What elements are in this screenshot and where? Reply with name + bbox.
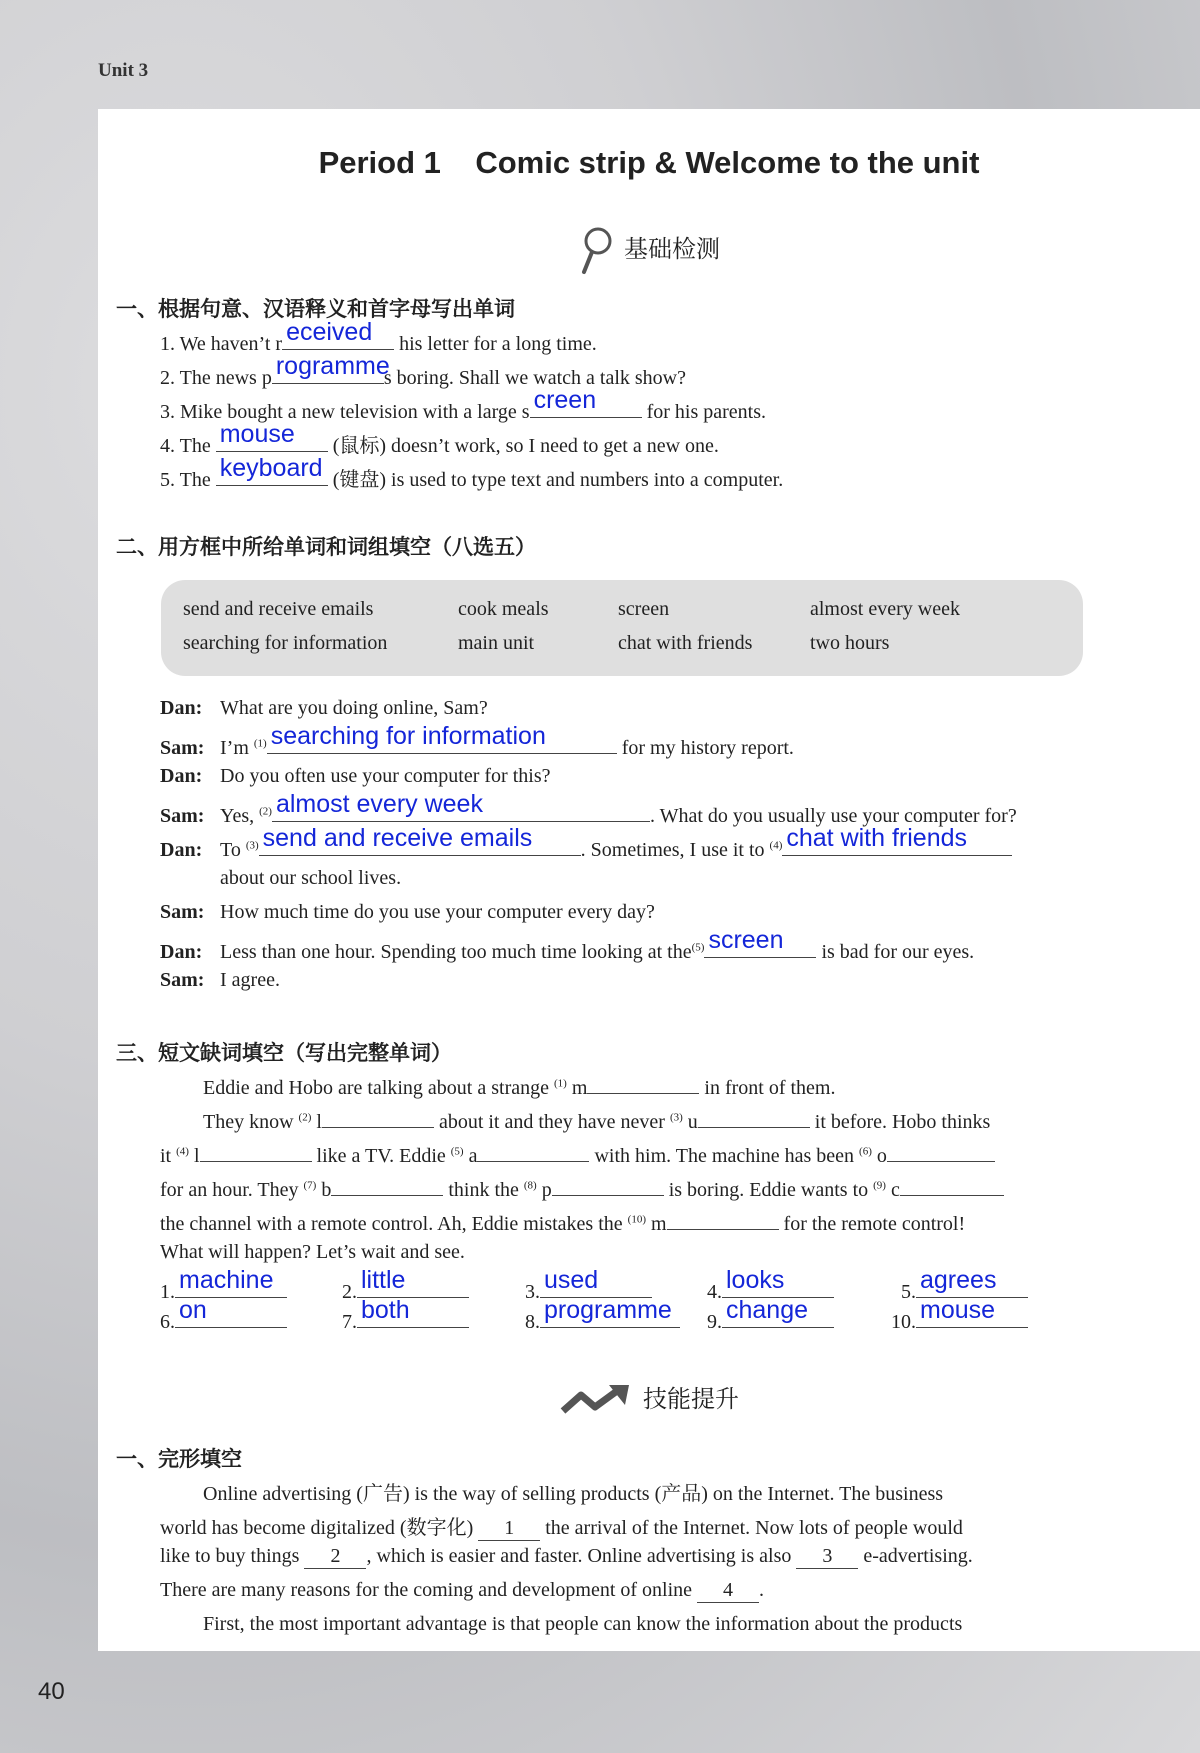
answer-blank[interactable]: change <box>722 1305 834 1328</box>
answer-blank[interactable]: searching for information <box>267 731 617 754</box>
section-skills-title: 技能提升 <box>643 1385 739 1413</box>
word-option: two hours <box>810 632 890 654</box>
answer-item: 2. little <box>342 1275 469 1304</box>
answer-item: 3. used <box>525 1275 652 1304</box>
answer-blank[interactable] <box>667 1207 779 1230</box>
answer-blank[interactable] <box>587 1071 699 1094</box>
answer-item: 1. machine <box>160 1275 287 1304</box>
dialogue-line: Dan: What are you doing online, Sam? <box>160 697 488 719</box>
answer-item: 7. both <box>342 1305 469 1334</box>
word-option: main unit <box>458 632 535 654</box>
answer-blank[interactable]: both <box>357 1305 469 1328</box>
passage-line: Eddie and Hobo are talking about a strange $^{(1)}$ m in front of them. <box>203 1071 835 1100</box>
cloze-line: First, the most important advantage is that people can know the information about the products <box>203 1613 963 1635</box>
answer-item: 10. mouse <box>891 1305 1028 1334</box>
answer-blank[interactable]: chat with friends <box>782 833 1012 856</box>
answer-blank[interactable]: mouse <box>916 1305 1028 1328</box>
page-title: Period 1 Comic strip & Welcome to the unit <box>318 145 980 180</box>
trend-arrow-icon <box>559 1383 633 1417</box>
section-basic-test-heading <box>98 225 1200 275</box>
worksheet-page <box>98 109 1200 1651</box>
cloze-blank[interactable]: 3 <box>796 1545 858 1569</box>
word-option: screen <box>618 598 670 620</box>
passage-line: for an hour. They $^{(7)}$ b think the $^{(8)}$ p is boring. Eddie wants to $^{(9)}$ c <box>160 1173 1004 1202</box>
answer-blank[interactable]: programme <box>540 1305 680 1328</box>
dialogue-line: Sam: I’m $^{(1)}$ searching for information for my history report. <box>160 722 794 759</box>
answer-blank[interactable]: rogramme <box>272 361 384 384</box>
vocab-item-5: 5. The keyboard (键盘) is used to type text and numbers into a computer. <box>160 454 784 491</box>
answer-blank[interactable]: machine <box>175 1275 287 1298</box>
answer-blank[interactable] <box>698 1105 810 1128</box>
answer-blank[interactable]: mouse <box>216 429 328 452</box>
answer-item: 8. programme <box>525 1305 680 1334</box>
passage-line: They know $^{(2)}$ l about it and they have never $^{(3)}$ u it before. Hobo thinks <box>203 1105 990 1134</box>
answer-blank[interactable]: looks <box>722 1275 834 1298</box>
passage-line: the channel with a remote control. Ah, Eddie mistakes the $^{(10)}$ m for the remote control! <box>160 1207 965 1236</box>
cloze-heading: 一、完形填空 <box>116 1447 242 1471</box>
part1-heading: 一、根据句意、汉语释义和首字母写出单词 <box>116 297 515 321</box>
dialogue-line: Sam: I agree. <box>160 969 280 991</box>
answer-blank[interactable]: send and receive emails <box>259 833 581 856</box>
answer-blank[interactable]: used <box>540 1275 652 1298</box>
unit-label: Unit 3 <box>98 60 149 81</box>
answer-blank[interactable] <box>887 1139 995 1162</box>
vocab-item-4: 4. The mouse (鼠标) doesn’t work, so I need to get a new one. <box>160 420 719 457</box>
word-option: cook meals <box>458 598 549 620</box>
cloze-blank[interactable]: 4 <box>697 1579 759 1603</box>
dialogue-line: Dan: Do you often use your computer for this? <box>160 765 551 787</box>
part2-heading: 二、用方框中所给单词和词组填空（八选五） <box>116 535 536 559</box>
answer-blank[interactable]: creen <box>530 395 642 418</box>
answer-blank[interactable]: little <box>357 1275 469 1298</box>
cloze-line: There are many reasons for the coming and development of online 4 . <box>160 1579 765 1601</box>
page-number: 40 <box>38 1678 65 1705</box>
cloze-line: Online advertising (广告) is the way of selling products (产品) on the Internet. The business <box>203 1483 944 1505</box>
answer-blank[interactable]: keyboard <box>216 463 328 486</box>
answer-blank[interactable]: agrees <box>916 1275 1028 1298</box>
word-option: send and receive emails <box>183 598 374 620</box>
answer-item: 9. change <box>707 1305 834 1334</box>
passage-line: What will happen? Let’s wait and see. <box>160 1241 465 1263</box>
magnifier-icon <box>578 225 614 275</box>
answer-blank[interactable] <box>331 1173 443 1196</box>
cloze-line: world has become digitalized (数字化) 1 the arrival of the Internet. Now lots of people would <box>160 1517 963 1539</box>
word-option: chat with friends <box>618 632 753 654</box>
answer-item: 4. looks <box>707 1275 834 1304</box>
cloze-blank[interactable]: 1 <box>478 1517 540 1541</box>
answer-blank[interactable]: eceived <box>282 327 394 350</box>
answer-blank[interactable] <box>900 1173 1004 1196</box>
answer-blank[interactable]: screen <box>704 935 816 958</box>
word-option: searching for information <box>183 632 388 654</box>
word-option: almost every week <box>810 598 960 620</box>
passage-line: it $^{(4)}$ l like a TV. Eddie $^{(5)}$ a with him. The machine has been $^{(6)}$ o <box>160 1139 995 1168</box>
answer-blank[interactable]: almost every week <box>272 799 650 822</box>
vocab-item-2: 2. The news p rogramme s boring. Shall we watch a talk show? <box>160 352 687 389</box>
answer-blank[interactable] <box>200 1139 312 1162</box>
vocab-item-3: 3. Mike bought a new television with a large s creen for his parents. <box>160 386 766 423</box>
dialogue-line: Dan: Less than one hour. Spending too much time looking at the$^{(5)}$ screen is bad for our eyes. <box>160 926 975 963</box>
dialogue-line: Sam: How much time do you use your computer every day? <box>160 901 655 923</box>
answer-blank[interactable] <box>477 1139 589 1162</box>
word-box <box>161 580 1083 676</box>
dialogue-line: about our school lives. <box>220 867 402 889</box>
answer-blank[interactable] <box>552 1173 664 1196</box>
section-skills-heading <box>98 1379 1200 1417</box>
answer-item: 6. on <box>160 1305 287 1334</box>
dialogue-line: Dan: To $^{(3)}$ send and receive emails . Sometimes, I use it to $^{(4)}$ chat with friends <box>160 833 1012 862</box>
answer-blank[interactable] <box>322 1105 434 1128</box>
cloze-line: like to buy things 2 , which is easier and faster. Online advertising is also 3 e-advertising. <box>160 1545 973 1567</box>
answer-item: 5. agrees <box>901 1275 1028 1304</box>
cloze-blank[interactable]: 2 <box>304 1545 366 1569</box>
answer-blank[interactable]: on <box>175 1305 287 1328</box>
vocab-item-1: 1. We haven’t r eceived his letter for a long time. <box>160 318 597 355</box>
dialogue-line: Sam: Yes, $^{(2)}$ almost every week . What do you usually use your computer for? <box>160 790 1017 827</box>
section-basic-test-title: 基础检测 <box>624 235 720 263</box>
part3-heading: 三、短文缺词填空（写出完整单词） <box>116 1041 452 1065</box>
